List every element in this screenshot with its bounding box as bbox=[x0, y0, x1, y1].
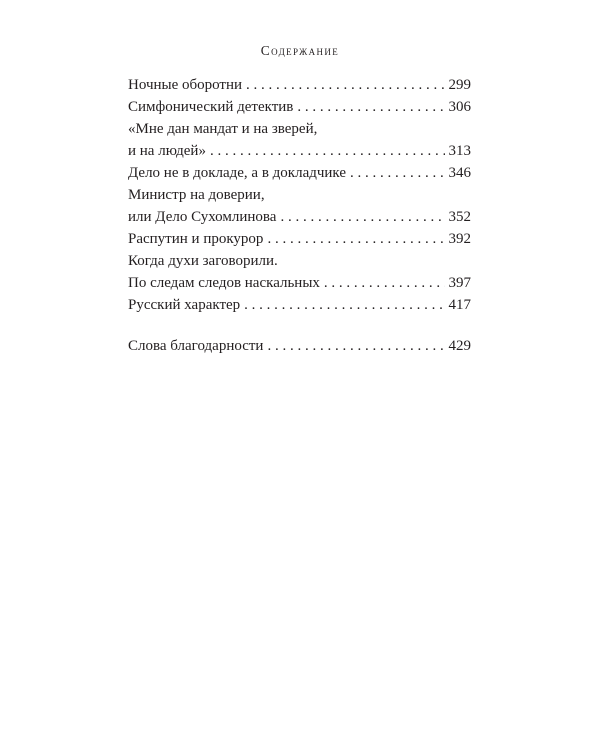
toc-entry-title: Дело не в докладе, а в докладчике bbox=[128, 165, 347, 181]
toc-page-number: 346 bbox=[448, 165, 471, 181]
dot-leader bbox=[267, 228, 444, 250]
toc-entry-title: Симфонический детектив bbox=[128, 99, 294, 115]
toc-page-number: 429 bbox=[448, 338, 471, 354]
toc-entry-title: Слова благодарности bbox=[128, 338, 264, 354]
toc-entry-title: Когда духи заговорили. bbox=[128, 253, 278, 269]
toc-page-number: 313 bbox=[448, 143, 471, 159]
toc-entry bbox=[128, 294, 471, 316]
toc-entry bbox=[128, 206, 471, 228]
toc-entry bbox=[128, 140, 471, 162]
table-of-contents bbox=[128, 74, 471, 357]
toc-entry-title-continued: и на людей» bbox=[128, 143, 206, 159]
toc-page-number: 392 bbox=[448, 231, 471, 247]
dot-leader bbox=[280, 206, 444, 228]
toc-entry bbox=[128, 272, 471, 294]
dot-leader bbox=[244, 294, 444, 316]
toc-entry-title: «Мне дан мандат и на зверей, bbox=[128, 121, 318, 137]
toc-page-number: 417 bbox=[448, 297, 471, 313]
toc-page-number: 306 bbox=[448, 99, 471, 115]
dot-leader bbox=[210, 140, 445, 162]
toc-entry-first-line bbox=[128, 250, 471, 272]
section-spacer bbox=[128, 316, 471, 335]
toc-entry-title: Русский характер bbox=[128, 297, 241, 313]
toc-page-number: 397 bbox=[448, 275, 471, 291]
toc-entry-title-continued: или Дело Сухомлинова bbox=[128, 209, 277, 225]
toc-entry-title-continued: По следам следов наскальных bbox=[128, 275, 320, 291]
toc-entry bbox=[128, 96, 471, 118]
dot-leader bbox=[350, 162, 444, 184]
toc-page-number: 352 bbox=[448, 209, 471, 225]
toc-entry bbox=[128, 74, 471, 96]
toc-entry bbox=[128, 335, 471, 357]
toc-page-number: 299 bbox=[448, 77, 471, 93]
dot-leader bbox=[267, 335, 444, 357]
dot-leader bbox=[246, 74, 444, 96]
toc-entry-title: Распутин и прокурор bbox=[128, 231, 264, 247]
toc-entry bbox=[128, 162, 471, 184]
toc-entry-title: Ночные оборотни bbox=[128, 77, 243, 93]
toc-entry-first-line bbox=[128, 184, 471, 206]
dot-leader bbox=[324, 272, 445, 294]
toc-entry-first-line bbox=[128, 118, 471, 140]
contents-heading: Содержание bbox=[260, 43, 340, 58]
dot-leader bbox=[297, 96, 444, 118]
toc-entry-title: Министр на доверии, bbox=[128, 187, 265, 203]
toc-entry bbox=[128, 228, 471, 250]
